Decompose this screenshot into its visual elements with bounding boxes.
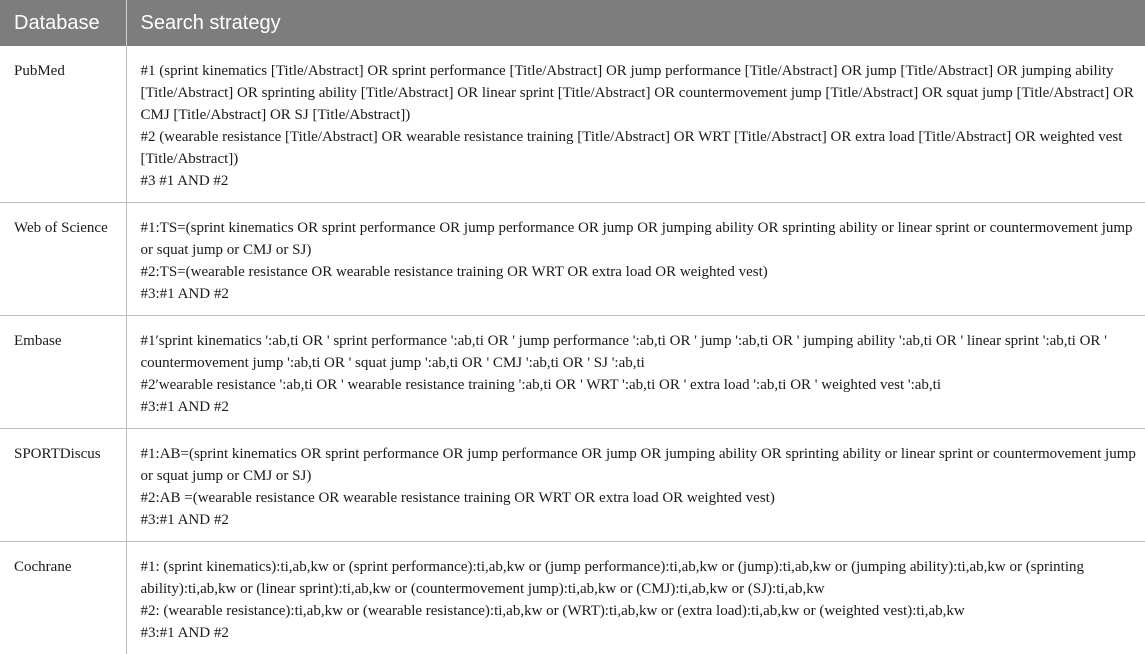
header-search-strategy: Search strategy bbox=[126, 0, 1145, 46]
table-header bbox=[0, 0, 1145, 46]
table-row bbox=[0, 203, 1145, 316]
database-name: Web of Science bbox=[0, 203, 126, 316]
query-line: #1: (sprint kinematics):ti,ab,kw or (sprint performance):ti,ab,kw or (jump performance):ti,ab,kw or (jump):ti,ab,kw or (jumping ability):ti,ab,kw or (sprinting ability):ti,ab,kw or (linear sprint):ti,ab,kw or (countermovement jump):ti,ab,kw or (CMJ):ti,ab,kw or (SJ):ti,ab,kw bbox=[141, 556, 1138, 600]
search-query bbox=[126, 203, 1145, 316]
search-query bbox=[126, 542, 1145, 654]
query-line: #1:TS=(sprint kinematics OR sprint performance OR jump performance OR jump OR jumping ability OR sprinting ability or linear sprint or countermovement jump or squat jump or CMJ or SJ) bbox=[141, 217, 1138, 261]
table-row bbox=[0, 542, 1145, 654]
query-line: #3 #1 AND #2 bbox=[141, 170, 1138, 192]
query-line: #3:#1 AND #2 bbox=[141, 283, 1138, 305]
database-name: Cochrane bbox=[0, 542, 126, 654]
query-line: #3:#1 AND #2 bbox=[141, 622, 1138, 644]
header-row bbox=[0, 0, 1145, 46]
query-line: #2′wearable resistance ':ab,ti OR ' wearable resistance training ':ab,ti OR ' WRT ':ab,ti OR ' extra load ':ab,ti OR ' weighted vest ':ab,ti bbox=[141, 374, 1138, 396]
query-line: #1:AB=(sprint kinematics OR sprint performance OR jump performance OR jump OR jumping ability OR sprinting ability or linear sprint or countermovement jump or squat jump or CMJ or SJ) bbox=[141, 443, 1138, 487]
header-database: Database bbox=[0, 0, 126, 46]
database-name: PubMed bbox=[0, 46, 126, 203]
search-query bbox=[126, 429, 1145, 542]
query-line: #2:TS=(wearable resistance OR wearable resistance training OR WRT OR extra load OR weighted vest) bbox=[141, 261, 1138, 283]
search-query bbox=[126, 46, 1145, 203]
query-line: #3:#1 AND #2 bbox=[141, 509, 1138, 531]
database-name: SPORTDiscus bbox=[0, 429, 126, 542]
query-line: #1′sprint kinematics ':ab,ti OR ' sprint performance ':ab,ti OR ' jump performance ':ab,ti OR ' jump ':ab,ti OR ' jumping ability ':ab,ti OR ' linear sprint ':ab,ti OR ' countermovement jump ':ab,ti OR ' squat jump ':ab,ti OR ' CMJ ':ab,ti OR ' SJ ':ab,ti bbox=[141, 330, 1138, 374]
query-line: #2 (wearable resistance [Title/Abstract] OR wearable resistance training [Title/Abstract] OR WRT [Title/Abstract] OR extra load [Title/Abstract] OR weighted vest [Title/Abstract]) bbox=[141, 126, 1138, 170]
query-line: #3:#1 AND #2 bbox=[141, 396, 1138, 418]
table-row bbox=[0, 316, 1145, 429]
table-row bbox=[0, 429, 1145, 542]
search-query bbox=[126, 316, 1145, 429]
query-line: #2:AB =(wearable resistance OR wearable resistance training OR WRT OR extra load OR weighted vest) bbox=[141, 487, 1138, 509]
database-name: Embase bbox=[0, 316, 126, 429]
table-row bbox=[0, 46, 1145, 203]
query-line: #2: (wearable resistance):ti,ab,kw or (wearable resistance):ti,ab,kw or (WRT):ti,ab,kw or (extra load):ti,ab,kw or (weighted vest):ti,ab,kw bbox=[141, 600, 1138, 622]
table-body bbox=[0, 46, 1145, 654]
query-line: #1 (sprint kinematics [Title/Abstract] OR sprint performance [Title/Abstract] OR jump performance [Title/Abstract] OR jump [Title/Abstract] OR jumping ability [Title/Abstract] OR sprinting ability [Title/Abstract] OR linear sprint [Title/Abstract] OR countermovement jump [Title/Abstract] OR squat jump [Title/Abstract] OR CMJ [Title/Abstract] OR SJ [Title/Abstract]) bbox=[141, 60, 1138, 126]
